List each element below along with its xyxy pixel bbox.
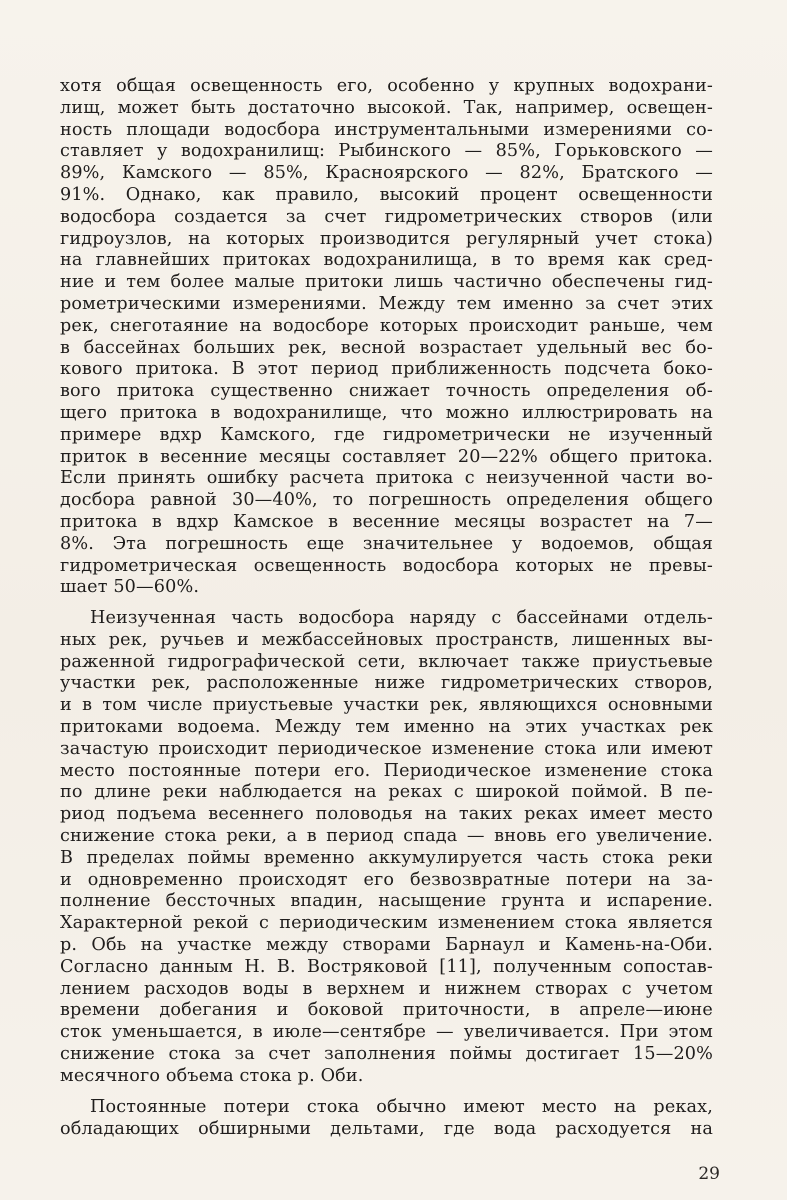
text-line: 89%, Камского — 85%, Красноярского — 82%, Братского —	[60, 163, 713, 184]
page-number: 29	[698, 1164, 720, 1184]
text-line: В пределах поймы временно аккумулируется часть стока реки	[60, 847, 713, 868]
text-line: ность площади водосбора инструментальными измерениями со-	[60, 119, 713, 140]
text-line: Если принять ошибку расчета притока с неизученной части во-	[60, 468, 713, 489]
paragraph-3	[60, 1097, 713, 1141]
text-line: ние и тем более малые притоки лишь частично обеспечены гид-	[60, 272, 713, 293]
text-line: гидроузлов, на которых производится регулярный учет стока)	[60, 228, 713, 249]
paragraph-1	[60, 76, 713, 599]
text-line: раженной гидрографической сети, включает также приустьевые	[60, 651, 713, 672]
text-line: участки рек, расположенные ниже гидрометрических створов,	[60, 673, 713, 694]
text-line: зачастую происходит периодическое изменение стока или имеют	[60, 738, 713, 759]
text-line: притоками водоема. Между тем именно на этих участках рек	[60, 716, 713, 737]
text-line: и одновременно происходят его безвозвратные потери на за-	[60, 869, 713, 890]
text-line: примере вдхр Камского, где гидрометрически не изученный	[60, 424, 713, 445]
text-line: и в том числе приустьевые участки рек, являющихся основными	[60, 695, 713, 716]
text-line: Постоянные потери стока обычно имеют место на реках,	[90, 1097, 713, 1117]
text-line: Характерной рекой с периодическим изменением стока является	[60, 913, 713, 934]
text-line: вого притока существенно снижает точность определения об-	[60, 381, 713, 402]
text-line: приток в весенние месяцы составляет 20—22% общего притока.	[60, 446, 713, 467]
text-line: полнение бессточных впадин, насыщение грунта и испарение.	[60, 891, 713, 912]
text-line: водосбора создается за счет гидрометрических створов (или	[60, 206, 713, 227]
text-line: времени добегания и боковой приточности, в апреле—июне	[60, 1000, 713, 1021]
text-line: Неизученная часть водосбора наряду с бассейнами отдель-	[90, 608, 713, 628]
text-line: в бассейнах больших рек, весной возрастает удельный вес бо-	[60, 337, 713, 358]
text-line: обладающих обширными дельтами, где вода расходуется на	[60, 1118, 713, 1139]
text-line: месячного объема стока р. Оби.	[60, 1065, 364, 1086]
paragraph-2	[60, 608, 713, 1088]
text-line: лением расходов воды в верхнем и нижнем створах с учетом	[60, 978, 713, 999]
text-line: ных рек, ручьев и межбассейновых пространств, лишенных вы-	[60, 629, 713, 650]
text-line: риод подъема весеннего половодья на таких реках имеет место	[60, 804, 713, 825]
text-line: досбора равной 30—40%, то погрешность определения общего	[60, 490, 713, 511]
text-line: р. Обь на участке между створами Барнаул и Камень-на-Оби.	[60, 934, 713, 955]
text-line: по длине реки наблюдается на реках с широкой поймой. В пе-	[60, 782, 713, 803]
text-line: снижение стока реки, а в период спада — вновь его увеличение.	[60, 825, 713, 846]
text-line: ставляет у водохранилищ: Рыбинского — 85%, Горьковского —	[60, 141, 713, 162]
text-line: место постоянные потери его. Периодическое изменение стока	[60, 760, 713, 781]
text-line: на главнейших притоках водохранилища, в то время как сред-	[60, 250, 713, 271]
text-line: гидрометрическая освещенность водосбора которых не превы-	[60, 555, 713, 576]
text-line: лищ, может быть достаточно высокой. Так, например, освещен-	[60, 97, 713, 118]
text-line: шает 50—60%.	[60, 577, 200, 598]
text-line: рек, снеготаяние на водосборе которых происходит раньше, чем	[60, 315, 713, 336]
text-line: кового притока. В этот период приближенность подсчета боко-	[60, 359, 713, 380]
text-line: сток уменьшается, в июле—сентябре — увеличивается. При этом	[60, 1022, 713, 1043]
text-line: хотя общая освещенность его, особенно у крупных водохрани-	[60, 76, 713, 96]
text-line: снижение стока за счет заполнения поймы достигает 15—20%	[60, 1043, 713, 1064]
text-line: рометрическими измерениями. Между тем именно за счет этих	[60, 293, 713, 314]
text-line: Согласно данным Н. В. Востряковой [11], полученным сопостав-	[60, 956, 713, 977]
text-line: притока в вдхр Камское в весенние месяцы возрастет на 7—	[60, 511, 713, 532]
text-line: 8%. Эта погрешность еще значительнее у водоемов, общая	[60, 533, 713, 554]
text-line: щего притока в водохранилище, что можно иллюстрировать на	[60, 402, 713, 423]
text-line: 91%. Однако, как правило, высокий процент освещенности	[60, 184, 713, 205]
